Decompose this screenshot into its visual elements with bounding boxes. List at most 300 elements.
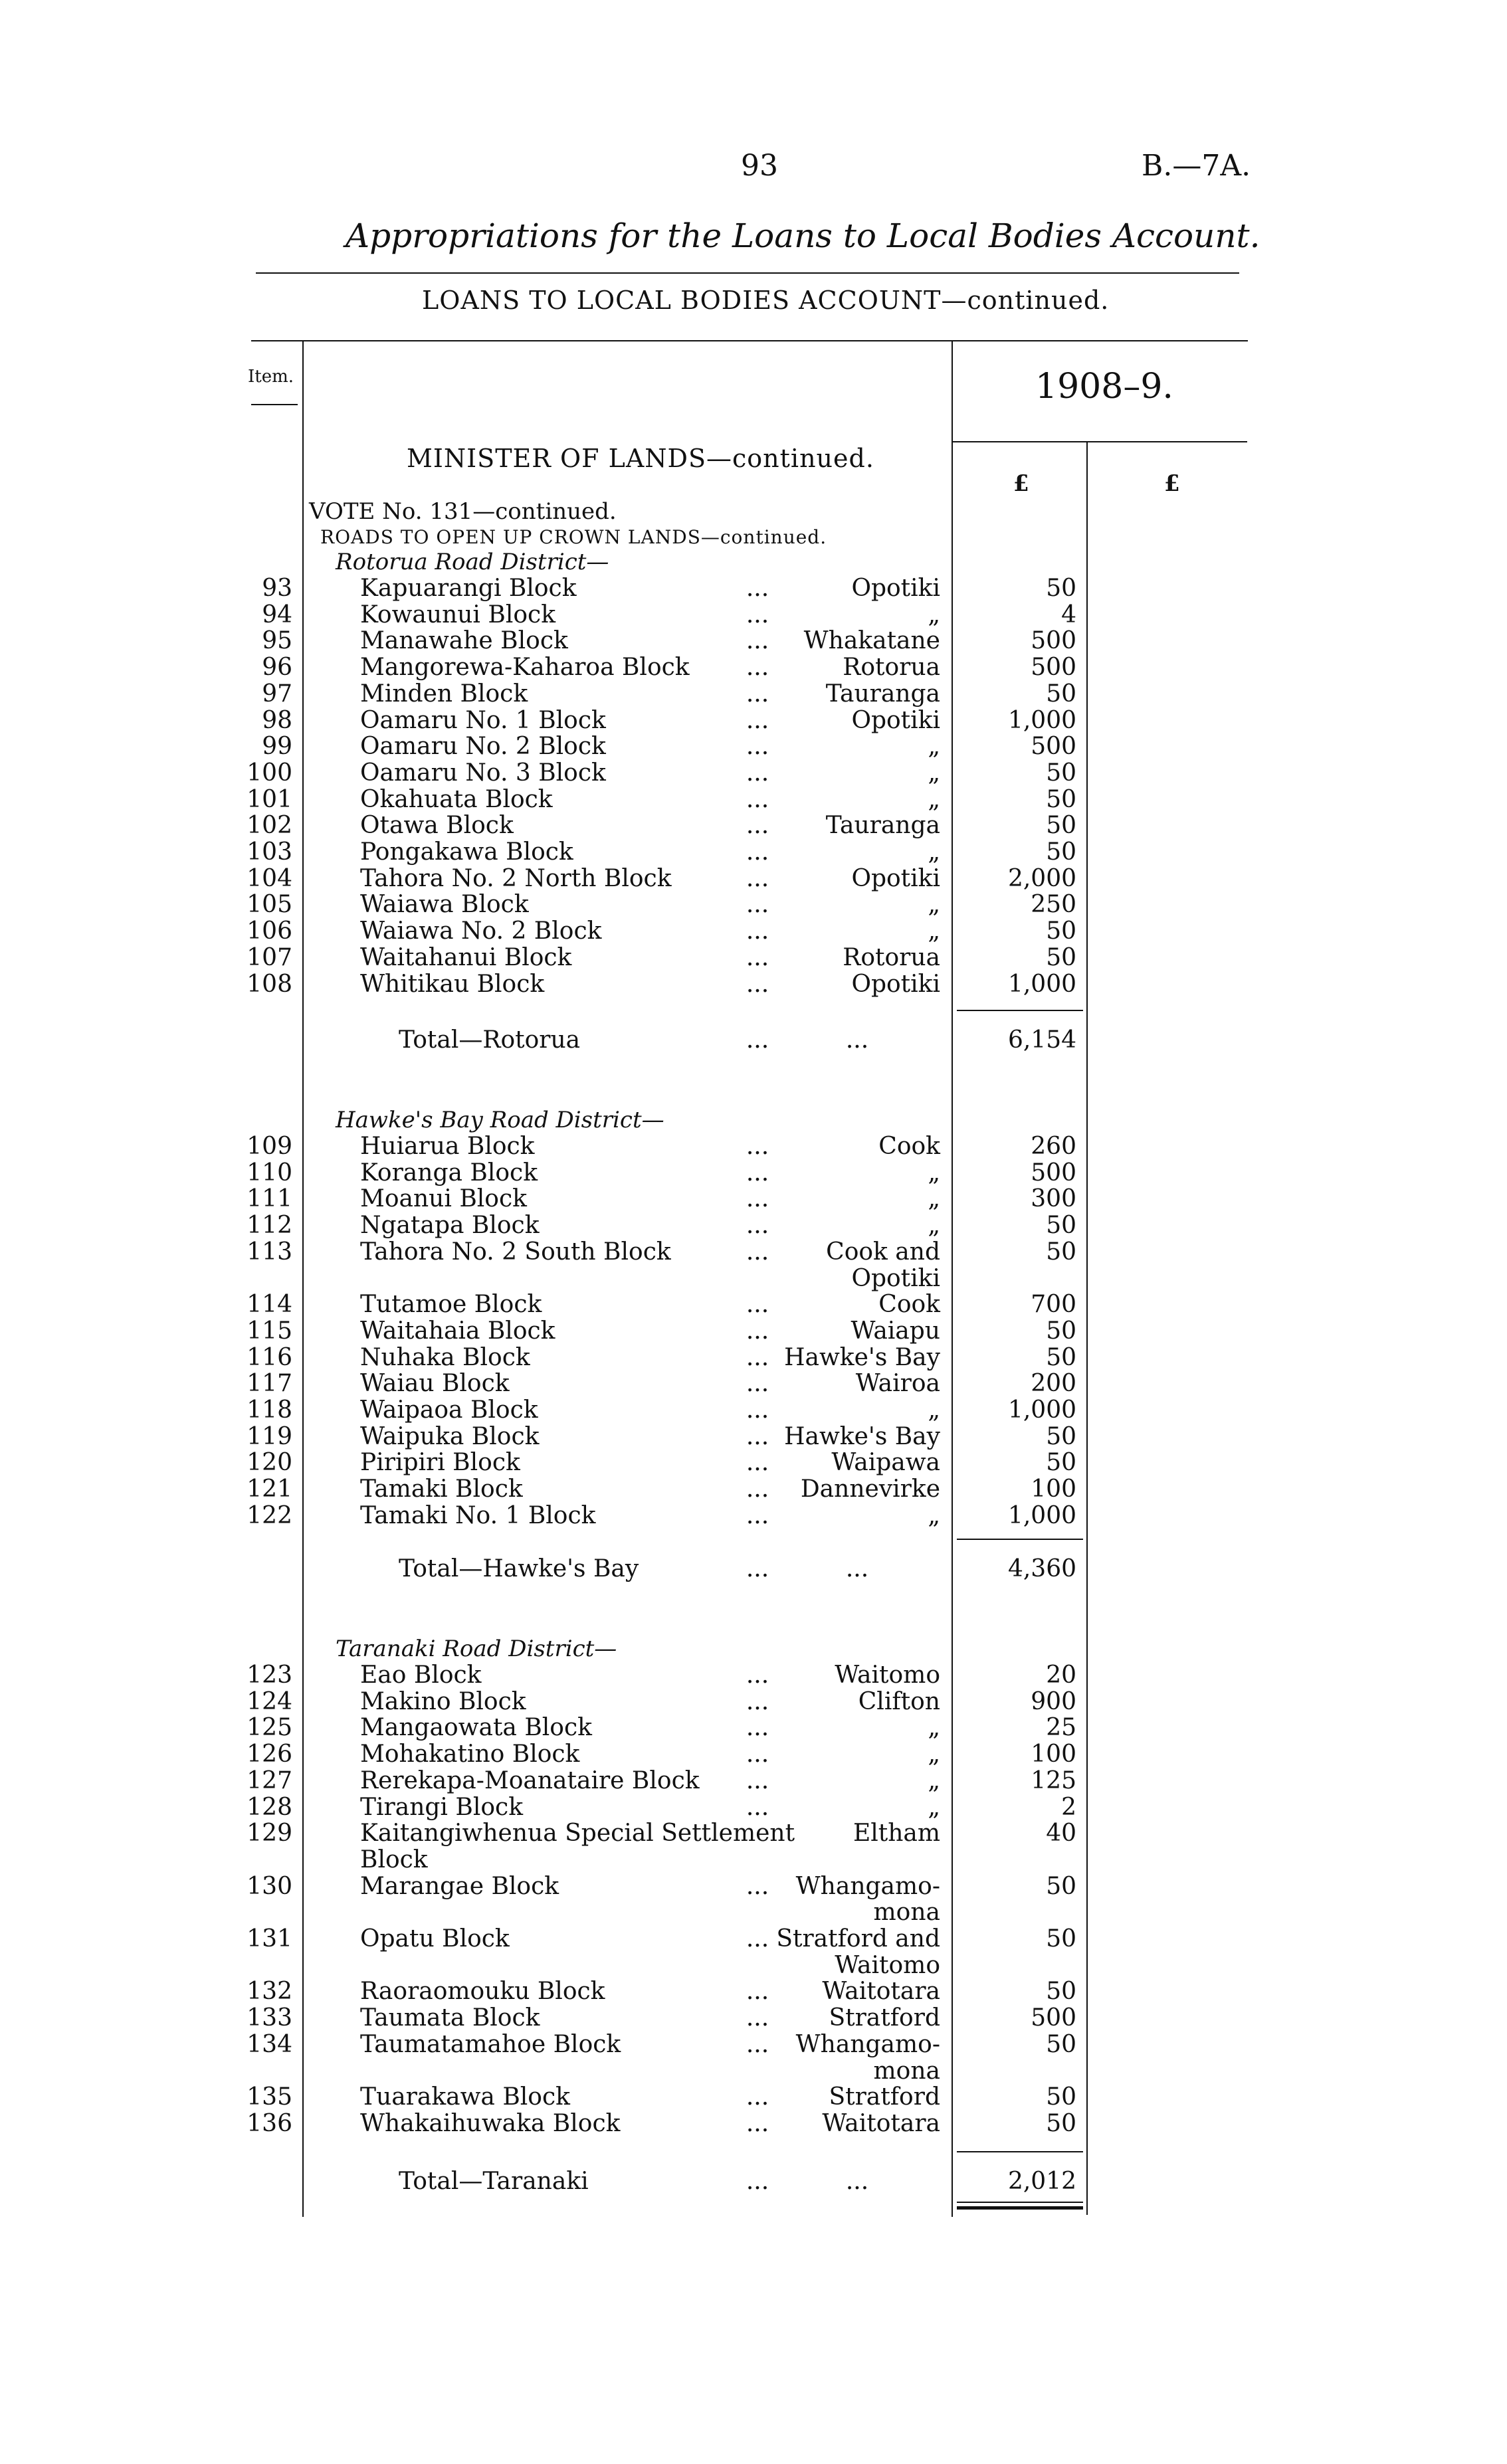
table-row xyxy=(0,812,1507,839)
table-row xyxy=(0,918,1507,945)
amount: 100 xyxy=(1031,1741,1076,1768)
block-name: Nuhaka Block xyxy=(360,1343,530,1371)
item-number: 119 xyxy=(247,1422,292,1450)
amount: 900 xyxy=(1031,1687,1076,1715)
leader-dots: ... xyxy=(746,1475,769,1503)
amount: 50 xyxy=(1046,759,1076,787)
block-name: Otawa Block xyxy=(360,812,514,840)
table-row-continuation xyxy=(0,1952,1507,1979)
item-number: 105 xyxy=(247,891,292,919)
district-place: Opotiki xyxy=(851,575,940,602)
district-place: „ xyxy=(928,1741,940,1768)
amount: 40 xyxy=(1046,1820,1076,1848)
district-heading: Rotorua Road District— xyxy=(336,549,609,575)
leader-dots: ... xyxy=(746,680,769,708)
leader-dots: ... xyxy=(746,970,769,998)
amount: 2,000 xyxy=(1007,864,1076,892)
district-place: Opotiki xyxy=(851,864,940,892)
table-row xyxy=(0,1741,1507,1768)
total-row xyxy=(0,2168,1507,2195)
item-number: 112 xyxy=(247,1212,292,1240)
leader-dots: ... xyxy=(746,1449,769,1477)
subtotal-rule xyxy=(957,1010,1083,1011)
item-number: 99 xyxy=(262,733,292,761)
amount: 50 xyxy=(1046,1978,1076,2006)
amount: 125 xyxy=(1031,1766,1076,1794)
page-subtitle: LOANS TO LOCAL BODIES ACCOUNT—continued. xyxy=(422,286,1110,315)
vote-heading: VOTE No. 131—continued. xyxy=(309,498,617,525)
block-name: Okahuata Block xyxy=(360,785,553,813)
district-place: Dannevirke xyxy=(800,1475,940,1503)
block-name: Oamaru No. 3 Block xyxy=(360,759,606,787)
item-number: 123 xyxy=(247,1661,292,1689)
leader-dots: ... xyxy=(746,943,769,971)
district-place: Whangamo- xyxy=(795,2030,940,2058)
district-place: „ xyxy=(928,1793,940,1821)
district-place: Whakatane xyxy=(803,627,940,655)
district-place: Whangamo- xyxy=(795,1872,940,1900)
amount: 50 xyxy=(1046,1343,1076,1371)
leader-dots: ... xyxy=(746,1317,769,1345)
item-number: 122 xyxy=(247,1501,292,1529)
district-place: „ xyxy=(928,733,940,761)
district-place: „ xyxy=(928,917,940,945)
final-double-rule xyxy=(957,2206,1083,2210)
block-name: Ngatapa Block xyxy=(360,1212,540,1240)
item-number: 104 xyxy=(247,864,292,892)
table-row xyxy=(0,892,1507,918)
amount: 50 xyxy=(1046,917,1076,945)
leader-dots: ... xyxy=(746,891,769,919)
amount: 50 xyxy=(1046,838,1076,866)
block-name: Kowaunui Block xyxy=(360,601,556,628)
block-name: Kaitangiwhenua Special Settlement xyxy=(360,1820,795,1848)
table-row xyxy=(0,1397,1507,1424)
leader-dots: ... xyxy=(746,2030,769,2058)
leader-dots: ... xyxy=(746,1343,769,1371)
district-place: Stratford xyxy=(829,2083,940,2111)
district-place: „ xyxy=(928,1159,940,1186)
table-row xyxy=(0,602,1507,628)
item-number: 101 xyxy=(247,785,292,813)
block-name: Mohakatino Block xyxy=(360,1741,580,1768)
leader-dots: ... xyxy=(845,1555,869,1582)
table-row xyxy=(0,945,1507,971)
leader-dots: ... xyxy=(746,1555,769,1582)
district-place: „ xyxy=(928,785,940,813)
item-number: 124 xyxy=(247,1687,292,1715)
table-row xyxy=(0,1794,1507,1821)
amount: 50 xyxy=(1046,680,1076,708)
amount: 500 xyxy=(1031,627,1076,655)
table-row-continuation xyxy=(0,2058,1507,2085)
table-row xyxy=(0,575,1507,602)
item-number: 113 xyxy=(247,1238,292,1266)
table-row-continuation xyxy=(0,1847,1507,1873)
block-name: Marangae Block xyxy=(360,1872,559,1900)
block-name: Eao Block xyxy=(360,1661,482,1689)
amount: 1,000 xyxy=(1007,706,1076,734)
block-name-continued: Block xyxy=(360,1846,428,1873)
district-place: Rotorua xyxy=(843,943,940,971)
item-number: 111 xyxy=(247,1185,292,1213)
leader-dots: ... xyxy=(746,601,769,628)
table-row xyxy=(0,839,1507,866)
page-number: 93 xyxy=(741,149,778,183)
table-row xyxy=(0,1820,1507,1847)
amount: 1,000 xyxy=(1007,970,1076,998)
amount: 1,000 xyxy=(1007,1396,1076,1424)
leader-dots: ... xyxy=(746,917,769,945)
currency-label-1: £ xyxy=(1013,470,1029,497)
amount: 20 xyxy=(1046,1661,1076,1689)
leader-dots: ... xyxy=(746,627,769,655)
table-row xyxy=(0,1662,1507,1689)
district-place: „ xyxy=(928,1714,940,1742)
item-number: 115 xyxy=(247,1317,292,1345)
item-number: 102 xyxy=(247,812,292,840)
leader-dots: ... xyxy=(746,1687,769,1715)
block-name: Opatu Block xyxy=(360,1925,510,1952)
leader-dots: ... xyxy=(746,1661,769,1689)
block-name: Piripiri Block xyxy=(360,1449,520,1477)
amount: 50 xyxy=(1046,1872,1076,1900)
item-number: 131 xyxy=(247,1925,292,1952)
table-row xyxy=(0,1689,1507,1715)
district-place-continued: Waitomo xyxy=(835,1951,940,1979)
district-place: Waipawa xyxy=(831,1449,940,1477)
block-name: Mangorewa-Kaharoa Block xyxy=(360,654,690,682)
total-amount: 4,360 xyxy=(1007,1555,1076,1582)
item-number: 129 xyxy=(247,1820,292,1848)
block-name: Tamaki Block xyxy=(360,1475,523,1503)
amount: 50 xyxy=(1046,943,1076,971)
amount: 4 xyxy=(1061,601,1076,628)
amount: 2 xyxy=(1061,1793,1076,1821)
total-label: Total—Rotorua xyxy=(399,1026,581,1054)
item-number: 103 xyxy=(247,838,292,866)
leader-dots: ... xyxy=(746,759,769,787)
district-place: Eltham xyxy=(853,1820,940,1848)
leader-dots: ... xyxy=(746,1370,769,1398)
table-row xyxy=(0,708,1507,734)
district-place: Cook and xyxy=(826,1238,940,1266)
block-name: Moanui Block xyxy=(360,1185,527,1213)
block-name: Tahora No. 2 North Block xyxy=(360,864,672,892)
block-name: Tamaki No. 1 Block xyxy=(360,1501,596,1529)
block-name: Oamaru No. 1 Block xyxy=(360,706,606,734)
leader-dots: ... xyxy=(746,1133,769,1160)
item-number: 120 xyxy=(247,1449,292,1477)
leader-dots: ... xyxy=(746,575,769,602)
leader-dots: ... xyxy=(746,2168,769,2195)
district-place: Cook xyxy=(878,1133,940,1160)
leader-dots: ... xyxy=(746,838,769,866)
item-number: 95 xyxy=(262,627,292,655)
district-place: „ xyxy=(928,1185,940,1213)
item-number: 114 xyxy=(247,1291,292,1319)
amount: 50 xyxy=(1046,785,1076,813)
amount: 50 xyxy=(1046,1925,1076,1952)
table-row xyxy=(0,1476,1507,1503)
district-place: Stratford xyxy=(829,2004,940,2032)
table-row xyxy=(0,628,1507,654)
item-number: 130 xyxy=(247,1872,292,1900)
amount: 300 xyxy=(1031,1185,1076,1213)
amount: 500 xyxy=(1031,2004,1076,2032)
district-place: Waitomo xyxy=(835,1661,940,1689)
leader-dots: ... xyxy=(746,1978,769,2006)
amount: 250 xyxy=(1031,891,1076,919)
district-place: Wairoa xyxy=(855,1370,940,1398)
district-place: „ xyxy=(928,601,940,628)
item-number: 125 xyxy=(247,1714,292,1742)
item-label-underline xyxy=(251,404,298,405)
item-number: 93 xyxy=(262,575,292,602)
block-name: Oamaru No. 2 Block xyxy=(360,733,606,761)
district-heading: Hawke's Bay Road District— xyxy=(336,1107,664,1133)
table-row-continuation xyxy=(0,1899,1507,1926)
table-row xyxy=(0,866,1507,892)
currency-label-2: £ xyxy=(1164,470,1180,497)
item-number: 121 xyxy=(247,1475,292,1503)
amount: 50 xyxy=(1046,1422,1076,1450)
table-row xyxy=(0,1212,1507,1239)
block-name: Tuarakawa Block xyxy=(360,2083,570,2111)
leader-dots: ... xyxy=(845,2168,869,2195)
item-number: 97 xyxy=(262,680,292,708)
header-rule xyxy=(256,272,1239,274)
block-name: Huiarua Block xyxy=(360,1133,535,1160)
district-place-continued: mona xyxy=(873,1899,940,1927)
district-place: Stratford and xyxy=(776,1925,940,1952)
block-name: Waitahanui Block xyxy=(360,943,572,971)
table-row xyxy=(0,1715,1507,1741)
amount: 50 xyxy=(1046,1317,1076,1345)
item-number: 109 xyxy=(247,1133,292,1160)
amount: 500 xyxy=(1031,654,1076,682)
district-place: Rotorua xyxy=(843,654,940,682)
block-name: Waipaoa Block xyxy=(360,1396,538,1424)
block-name: Whitikau Block xyxy=(360,970,545,998)
amount: 50 xyxy=(1046,2083,1076,2111)
amount: 700 xyxy=(1031,1291,1076,1319)
table-row xyxy=(0,1978,1507,2005)
table-row xyxy=(0,2032,1507,2058)
total-amount: 2,012 xyxy=(1007,2168,1076,2195)
table-row xyxy=(0,1926,1507,1952)
block-name: Mangaowata Block xyxy=(360,1714,592,1742)
district-heading: Taranaki Road District— xyxy=(336,1636,617,1662)
block-name: Kapuarangi Block xyxy=(360,575,577,602)
leader-dots: ... xyxy=(746,1422,769,1450)
table-row-continuation xyxy=(0,1266,1507,1292)
block-name: Waitahaia Block xyxy=(360,1317,555,1345)
block-name: Waipuka Block xyxy=(360,1422,540,1450)
district-place: „ xyxy=(928,759,940,787)
item-number: 133 xyxy=(247,2004,292,2032)
district-place-continued: Opotiki xyxy=(851,1264,940,1292)
amount: 50 xyxy=(1046,1449,1076,1477)
block-name: Waiawa No. 2 Block xyxy=(360,917,602,945)
table-row xyxy=(0,681,1507,708)
item-number: 126 xyxy=(247,1741,292,1768)
block-name: Minden Block xyxy=(360,680,528,708)
item-number: 135 xyxy=(247,2083,292,2111)
table-row xyxy=(0,971,1507,998)
block-name: Makino Block xyxy=(360,1687,526,1715)
item-number: 100 xyxy=(247,759,292,787)
district-place: Waiapu xyxy=(851,1317,940,1345)
district-place: Tauranga xyxy=(825,680,940,708)
district-place: Clifton xyxy=(858,1687,940,1715)
table-row xyxy=(0,787,1507,813)
table-row xyxy=(0,760,1507,787)
district-place-continued: mona xyxy=(873,2057,940,2085)
total-amount: 6,154 xyxy=(1007,1026,1076,1054)
total-label: Total—Taranaki xyxy=(399,2168,589,2195)
roads-heading: ROADS TO OPEN UP CROWN LANDS—continued. xyxy=(320,526,827,548)
district-place: „ xyxy=(928,891,940,919)
item-number: 117 xyxy=(247,1370,292,1398)
amount: 260 xyxy=(1031,1133,1076,1160)
block-name: Taumata Block xyxy=(360,2004,540,2032)
block-name: Tutamoe Block xyxy=(360,1291,542,1319)
block-name: Waiawa Block xyxy=(360,891,529,919)
leader-dots: ... xyxy=(746,1212,769,1240)
amount: 1,000 xyxy=(1007,1501,1076,1529)
district-place: „ xyxy=(928,1212,940,1240)
amount: 50 xyxy=(1046,2109,1076,2137)
district-place: Waitotara xyxy=(822,1978,940,2006)
total-label: Total—Hawke's Bay xyxy=(399,1555,639,1582)
leader-dots: ... xyxy=(746,1793,769,1821)
leader-dots: ... xyxy=(746,1396,769,1424)
item-column-label: Item. xyxy=(248,367,294,387)
leader-dots: ... xyxy=(746,2083,769,2111)
table-row xyxy=(0,1318,1507,1345)
block-name: Tirangi Block xyxy=(360,1793,524,1821)
item-number: 136 xyxy=(247,2109,292,2137)
item-number: 106 xyxy=(247,917,292,945)
leader-dots: ... xyxy=(746,812,769,840)
table-row xyxy=(0,1371,1507,1397)
item-number: 134 xyxy=(247,2030,292,2058)
total-row xyxy=(0,1027,1507,1054)
table-row xyxy=(0,1345,1507,1371)
table-top-rule xyxy=(251,340,1248,341)
amount: 50 xyxy=(1046,575,1076,602)
item-number: 118 xyxy=(247,1396,292,1424)
leader-dots: ... xyxy=(746,1766,769,1794)
item-number: 94 xyxy=(262,601,292,628)
item-number: 98 xyxy=(262,706,292,734)
leader-dots: ... xyxy=(746,1501,769,1529)
final-double-rule xyxy=(957,2202,1083,2203)
district-place: Hawke's Bay xyxy=(784,1343,940,1371)
page-title: Appropriations for the Loans to Local Bodies Account. xyxy=(346,217,1260,255)
district-place: Hawke's Bay xyxy=(784,1422,940,1450)
district-place: Opotiki xyxy=(851,970,940,998)
leader-dots: ... xyxy=(746,785,769,813)
block-name: Rerekapa-Moanataire Block xyxy=(360,1766,700,1794)
table-row xyxy=(0,1503,1507,1529)
table-row xyxy=(0,733,1507,760)
table-row xyxy=(0,1160,1507,1186)
amount: 500 xyxy=(1031,1159,1076,1186)
item-number: 128 xyxy=(247,1793,292,1821)
table-row xyxy=(0,1873,1507,1900)
leader-dots: ... xyxy=(746,864,769,892)
amount: 200 xyxy=(1031,1370,1076,1398)
leader-dots: ... xyxy=(746,1925,769,1952)
table-row xyxy=(0,1133,1507,1160)
district-place: „ xyxy=(928,1501,940,1529)
subtotal-rule xyxy=(957,2151,1083,2152)
leader-dots: ... xyxy=(746,733,769,761)
leader-dots: ... xyxy=(746,1026,769,1054)
amount: 25 xyxy=(1046,1714,1076,1742)
document-reference: B.—7A. xyxy=(1142,149,1251,183)
block-name: Whakaihuwaka Block xyxy=(360,2109,621,2137)
item-number: 107 xyxy=(247,943,292,971)
amount: 100 xyxy=(1031,1475,1076,1503)
district-place: Opotiki xyxy=(851,706,940,734)
leader-dots: ... xyxy=(746,1185,769,1213)
block-name: Koranga Block xyxy=(360,1159,538,1186)
leader-dots: ... xyxy=(746,654,769,682)
year-heading: 1908–9. xyxy=(1035,367,1173,407)
leader-dots: ... xyxy=(746,706,769,734)
subtotal-rule xyxy=(957,1539,1083,1540)
district-place: Tauranga xyxy=(825,812,940,840)
leader-dots: ... xyxy=(746,2004,769,2032)
table-row xyxy=(0,1186,1507,1212)
item-number: 127 xyxy=(247,1766,292,1794)
amount: 50 xyxy=(1046,812,1076,840)
block-name: Tahora No. 2 South Block xyxy=(360,1238,671,1266)
amount: 500 xyxy=(1031,733,1076,761)
block-name: Pongakawa Block xyxy=(360,838,573,866)
table-row xyxy=(0,1239,1507,1266)
leader-dots: ... xyxy=(746,1714,769,1742)
item-number: 108 xyxy=(247,970,292,998)
item-number: 110 xyxy=(247,1159,292,1186)
item-number: 96 xyxy=(262,654,292,682)
district-place: „ xyxy=(928,1396,940,1424)
year-underline xyxy=(952,441,1247,442)
leader-dots: ... xyxy=(746,2109,769,2137)
leader-dots: ... xyxy=(746,1291,769,1319)
item-number: 116 xyxy=(247,1343,292,1371)
leader-dots: ... xyxy=(746,1159,769,1186)
table-row xyxy=(0,1450,1507,1476)
leader-dots: ... xyxy=(746,1872,769,1900)
table-row xyxy=(0,1291,1507,1318)
district-place: Waitotara xyxy=(822,2109,940,2137)
district-place: Cook xyxy=(878,1291,940,1319)
district-place: „ xyxy=(928,838,940,866)
table-row xyxy=(0,1768,1507,1794)
leader-dots: ... xyxy=(746,1238,769,1266)
total-row xyxy=(0,1556,1507,1582)
block-name: Waiau Block xyxy=(360,1370,510,1398)
block-name: Taumatamahoe Block xyxy=(360,2030,621,2058)
leader-dots: ... xyxy=(845,1026,869,1054)
amount: 50 xyxy=(1046,2030,1076,2058)
amount: 50 xyxy=(1046,1212,1076,1240)
block-name: Manawahe Block xyxy=(360,627,568,655)
